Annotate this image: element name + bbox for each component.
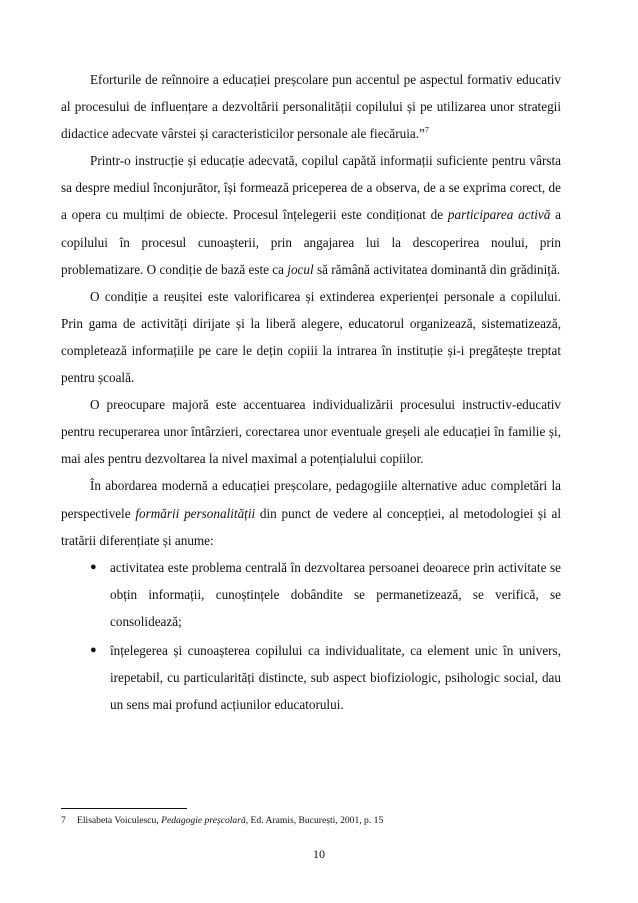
- emphasis-participarea-activa: participarea activă: [447, 207, 551, 223]
- paragraph-2-text-2: a copilului în procesul cunoașterii, prin angajarea lui la descoperirea noului, prin problematizare. O condiție de bază este ca: [61, 207, 561, 277]
- footnote-book-title: Pedagogie preșcolară: [161, 815, 246, 826]
- paragraph-2-text-3: să rămână activitatea dominantă din grădiniță.: [313, 261, 561, 277]
- paragraph-5: [61, 472, 561, 553]
- footnote-author: Elisabeta Voiculescu,: [77, 815, 162, 826]
- bullet-icon: ●: [90, 560, 97, 573]
- paragraph-1-text: Eforturile de reînnoire a educației preșcolare pun accentul pe aspectul formativ educativ al procesului de influențare a dezvoltării personalității copilului și pe utilizarea unor strategii didactice adecvate vârstei și caracteristicilor personale ale fiecăruia.”: [61, 72, 561, 142]
- paragraph-2: [61, 147, 561, 282]
- bullet-icon: ●: [90, 643, 97, 656]
- paragraph-3: [61, 283, 561, 391]
- list-item: [61, 554, 561, 635]
- list-item-text: activitatea este problema centrală în dezvoltarea persoanei deoarece prin activitate se obțin informații, cunoștințele dobândite se permanetizează, se verifică, se consolidează;: [110, 559, 561, 629]
- bullet-list: [61, 554, 561, 719]
- paragraph-5-text-2: din punct de vedere al concepției, al metodologiei și al tratării diferențiate și anume:: [61, 505, 561, 548]
- paragraph-4-text: O preocupare majoră este accentuarea individualizării procesului instructiv-educativ pentru recuperarea unor întârzieri, corectarea unor eventuale greșeli ale educației în familie și, mai ales pentru dezvoltarea la nivel maximal a potențialului copiilor.: [61, 397, 561, 467]
- footnote-publication: , Ed. Aramis, București, 2001, p. 15: [245, 815, 384, 826]
- emphasis-jocul: jocul: [287, 261, 314, 277]
- emphasis-formarii-personalitatii: formării personalității: [135, 505, 256, 521]
- paragraph-4: [61, 391, 561, 472]
- body-text: [61, 66, 561, 718]
- footnote-separator: [61, 808, 187, 809]
- footnote: [61, 815, 383, 826]
- footnote-number: 7: [61, 815, 66, 826]
- footnote-reference[interactable]: 7: [424, 125, 429, 135]
- paragraph-5-text-1: În abordarea modernă a educației preșcolare, pedagogiile alternative aduc completări la perspectivele: [61, 478, 561, 521]
- list-item-text: înțelegerea și cunoașterea copilului ca individualitate, ca element unic în univers, irepetabil, cu particularități distincte, sub aspect biofiziologic, psihologic social, dau un sens mai profund acțiunilor educatorului.: [110, 642, 561, 713]
- list-item: [61, 637, 561, 718]
- paragraph-1: [61, 66, 561, 147]
- paragraph-2-text-1: Printr-o instrucție și educație adecvată, copilul capătă informații suficiente pentru vârsta sa despre mediul înconjurător, își formează priceperea de a observa, de a se exprima corect, de a opera cu mulțimi de obiecte. Procesul înțelegerii este condiționat de: [61, 153, 561, 223]
- paragraph-3-text: O condiție a reușitei este valorificarea și extinderea experienței personale a copilului. Prin gama de activități dirijate și la liberă alegere, educatorul organizează, sistematizează, completează informațiile pe care le dețin copiii la intrarea în instituție și-i pregătește treptat pentru școală.: [61, 288, 561, 386]
- page-number: 10: [313, 847, 325, 861]
